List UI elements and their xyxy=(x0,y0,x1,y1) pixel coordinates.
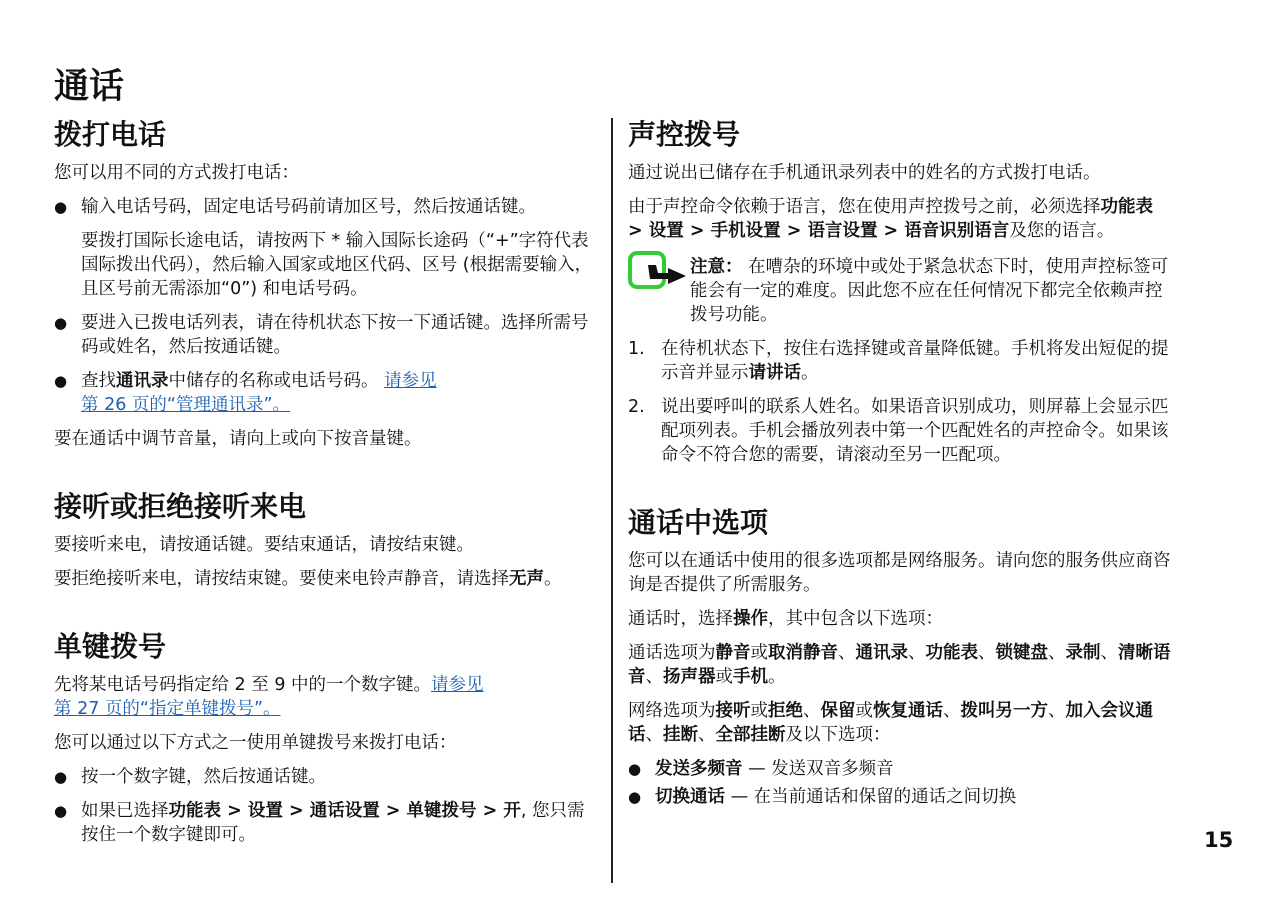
t: 、 xyxy=(803,701,821,721)
t: 扬声器 xyxy=(663,667,716,687)
speed-b2-end: , 您只需按住一个数字键即可。 xyxy=(81,801,585,845)
section-heading-answer: 接听或拒绝接听来电 xyxy=(54,490,307,523)
answer-p2 xyxy=(54,567,599,591)
voice-step-2 xyxy=(628,395,1173,467)
options-p2-text: 通话时，选择 xyxy=(628,609,733,629)
voice-p1: 通过说出已储存在手机通讯录列表中的姓名的方式拨打电话。 xyxy=(628,163,1101,183)
t: 、 xyxy=(908,643,926,663)
options-p2 xyxy=(628,607,1173,631)
t: 切换通话 xyxy=(655,787,725,807)
dial-international-note: 要拨打国际长途电话，请按两下 * 输入国际长途码（“+”字符代表国际拨出代码），然后输入国家或地区代码、区号 (根据需要输入，且区号前无需添加“0”) 和电话号码。 xyxy=(81,231,593,299)
voice-p2-end: 及您的语言。 xyxy=(1009,221,1115,241)
t: 静音 xyxy=(715,643,751,663)
dial-b3-text: 查找 xyxy=(81,371,116,391)
t: 手机 xyxy=(733,667,768,687)
speed-p2: 您可以通过以下方式之一使用单键拨号来拨打电话： xyxy=(54,733,457,753)
section-heading-voice: 声控拨号 xyxy=(628,118,741,151)
options-bullet-swap xyxy=(628,785,1173,809)
speed-b2-path: 功能表 > 设置 > 通话设置 > 单键拨号 > 开 xyxy=(168,801,521,821)
options-p1: 您可以在通话中使用的很多选项都是网络服务。请向您的服务供应商咨询是否提供了所需服务。 xyxy=(628,551,1171,595)
t: 及以下选项： xyxy=(785,725,891,745)
t: 或 xyxy=(750,701,768,721)
step-number: 2. xyxy=(628,397,645,417)
link-see-also-2[interactable]: 请参见 xyxy=(431,675,484,695)
answer-p2-bold: 无声 xyxy=(509,569,544,589)
column-divider xyxy=(611,118,613,883)
speed-p1-text: 先将某电话号码指定给 2 至 9 中的一个数字键。 xyxy=(54,675,432,695)
dial-bullet-1: ● 输入电话号码，固定电话号码前请加区号，然后按通话键。 xyxy=(54,195,599,219)
volume-text: 要在通话中调节音量，请向上或向下按音量键。 xyxy=(54,429,422,449)
step-1-bold: 请讲话 xyxy=(748,363,801,383)
answer-p2-end: 。 xyxy=(544,569,562,589)
t: — 发送双音多频音 xyxy=(742,759,894,779)
t: 发送多频音 xyxy=(655,759,743,779)
t: 加入会议通话 xyxy=(628,701,1153,745)
note-label: 注意： xyxy=(690,257,743,277)
speed-bullet-1: ● 按一个数字键，然后按通话键。 xyxy=(54,765,599,789)
t: 清晰语音 xyxy=(628,643,1171,687)
step-1-text: 在待机状态下，按住右选择键或音量降低键。手机将发出短促的提示音并显示 xyxy=(661,339,1169,383)
t: 通话选项为 xyxy=(628,643,716,663)
speed-bullet-2 xyxy=(54,799,599,847)
t: 或 xyxy=(855,701,873,721)
t: 保留 xyxy=(820,701,856,721)
voice-p2-text: 由于声控命令依赖于语言，您在使用声控拨号之前，必须选择 xyxy=(628,197,1101,217)
t: 或 xyxy=(715,667,733,687)
options-network-options xyxy=(628,699,1173,747)
answer-p2-text: 要拒绝接听来电，请按结束键。要使来电铃声静音，请选择 xyxy=(54,569,509,589)
t: 通讯录 xyxy=(855,643,908,663)
link-see-also[interactable]: 请参见 xyxy=(384,371,437,391)
note-text xyxy=(628,255,1173,327)
t: 、 xyxy=(698,725,716,745)
dial-intro: 您可以用不同的方式拨打电话： xyxy=(54,163,299,183)
left-column xyxy=(54,115,599,857)
speed-p1 xyxy=(54,673,599,721)
dial-bullet-3 xyxy=(54,369,599,417)
page-number: 15 xyxy=(1204,828,1234,852)
right-column xyxy=(628,115,1173,813)
answer-p1: 要接听来电，请按通话键。要结束通话，请按结束键。 xyxy=(54,535,474,555)
link-assign-speed-dial[interactable]: 第 27 页的“指定单键拨号”。 xyxy=(54,699,281,719)
dial-bullet-2: ● 要进入已拨电话列表，请在待机状态下按一下通话键。选择所需号码或姓名，然后按通话键。 xyxy=(54,311,599,359)
section-heading-dial: 拨打电话 xyxy=(54,118,167,151)
options-bullet-dtmf xyxy=(628,757,1173,781)
voice-p2 xyxy=(628,195,1173,243)
t: 、 xyxy=(645,667,663,687)
t: 、 xyxy=(645,725,663,745)
step-2-text: 说出要呼叫的联系人姓名。如果语音识别成功，则屏幕上会显示匹配项列表。手机会播放列表中第一个匹配姓名的声控命令。如果该命令不符合您的需要，请滚动至另一匹配项。 xyxy=(661,397,1169,465)
t: 拒绝 xyxy=(768,701,803,721)
t: 取消静音 xyxy=(768,643,838,663)
section-heading-options: 通话中选项 xyxy=(628,506,769,539)
t: 、 xyxy=(1100,643,1118,663)
step-number: 1. xyxy=(628,339,645,359)
t: 。 xyxy=(768,667,786,687)
dial-b3-text-2: 中储存的名称或电话号码。 xyxy=(168,371,379,391)
t: 全部挂断 xyxy=(715,725,786,745)
dial-b3-bold: 通讯录 xyxy=(116,371,169,391)
t: 、 xyxy=(943,701,961,721)
t: 网络选项为 xyxy=(628,701,716,721)
t: — 在当前通话和保留的通话之间切换 xyxy=(725,787,1017,807)
t: 、 xyxy=(978,643,996,663)
t: 、 xyxy=(1048,701,1066,721)
t: 、 xyxy=(1048,643,1066,663)
t: 功能表 xyxy=(925,643,978,663)
link-manage-contacts[interactable]: 第 26 页的“管理通讯录”。 xyxy=(81,395,291,415)
speed-b2-text: 如果已选择 xyxy=(81,801,169,821)
options-p2-bold: 操作 xyxy=(733,609,768,629)
t: 或 xyxy=(750,643,768,663)
t: 、 xyxy=(838,643,856,663)
step-1-end: 。 xyxy=(801,363,819,383)
section-heading-speed: 单键拨号 xyxy=(54,630,167,663)
voice-step-1 xyxy=(628,337,1173,385)
note-body: 在嘈杂的环境中或处于紧急状态下时，使用声控标签可能会有一定的难度。因此您不应在任何情况下都完全依赖声控拨号功能。 xyxy=(690,257,1169,325)
options-call-options xyxy=(628,641,1173,689)
t: 拨叫另一方 xyxy=(960,701,1048,721)
note-hand-icon xyxy=(628,251,688,291)
voice-p2-path: 功能表 > 设置 > 手机设置 > 语言设置 > 语音识别语言 xyxy=(628,197,1153,241)
t: 锁键盘 xyxy=(995,643,1048,663)
options-p2-end: ，其中包含以下选项： xyxy=(768,609,943,629)
t: 挂断 xyxy=(663,725,698,745)
page-title: 通话 xyxy=(54,67,125,107)
t: 恢复通话 xyxy=(873,701,943,721)
t: 录制 xyxy=(1065,643,1101,663)
note-block xyxy=(628,255,1173,327)
t: 接听 xyxy=(715,701,751,721)
